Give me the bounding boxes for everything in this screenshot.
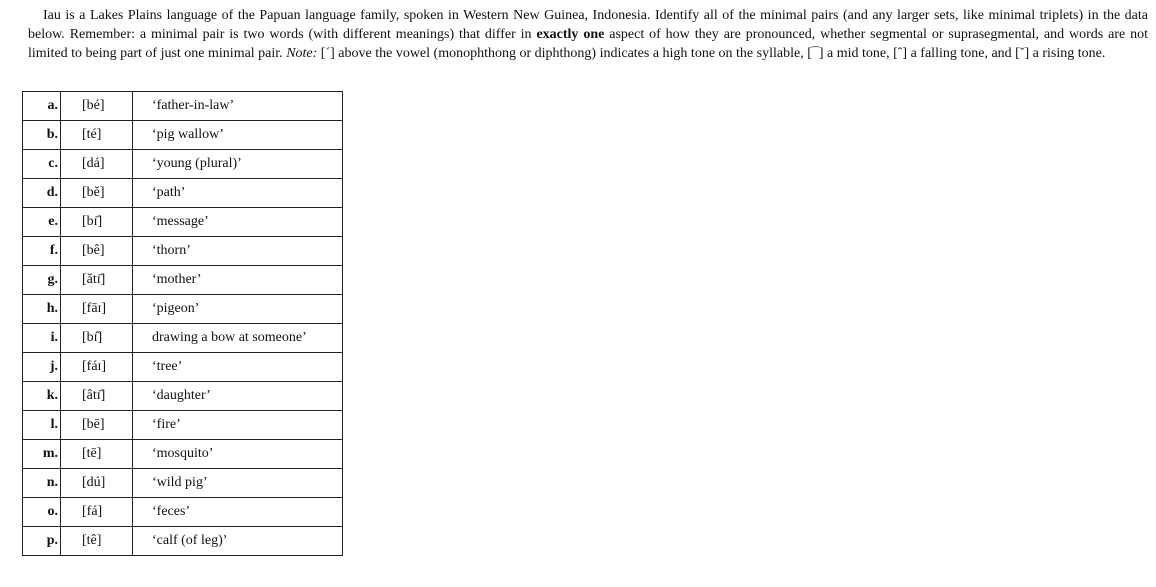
- table-row: [23, 411, 343, 440]
- data-table-body: [23, 92, 343, 556]
- table-row: [23, 382, 343, 411]
- row-letter: c.: [23, 150, 61, 179]
- row-gloss: ‘young (plural)’: [133, 150, 343, 179]
- table-row: [23, 92, 343, 121]
- table-row: [23, 295, 343, 324]
- row-gloss: ‘wild pig’: [133, 469, 343, 498]
- row-transcription: [fáɪ]: [61, 353, 133, 382]
- row-letter: o.: [23, 498, 61, 527]
- row-transcription: [tê]: [61, 527, 133, 556]
- row-gloss: ‘thorn’: [133, 237, 343, 266]
- row-letter: k.: [23, 382, 61, 411]
- row-transcription: [fāɪ]: [61, 295, 133, 324]
- row-gloss: ‘feces’: [133, 498, 343, 527]
- row-transcription: [bē]: [61, 411, 133, 440]
- row-transcription: [âtɪ̄]: [61, 382, 133, 411]
- row-gloss: ‘mother’: [133, 266, 343, 295]
- row-gloss: ‘pig wallow’: [133, 121, 343, 150]
- row-letter: p.: [23, 527, 61, 556]
- table-row: [23, 150, 343, 179]
- table-row: [23, 266, 343, 295]
- row-transcription: [bé]: [61, 92, 133, 121]
- table-row: [23, 469, 343, 498]
- instructions-paragraph: [28, 6, 1148, 63]
- row-letter: n.: [23, 469, 61, 498]
- row-letter: m.: [23, 440, 61, 469]
- data-table: [22, 91, 343, 556]
- row-letter: l.: [23, 411, 61, 440]
- table-row: [23, 498, 343, 527]
- instructions-text-1: Iau is a Lakes Plains language of the Papuan language family, spoken in Western New Guinea, Indonesia. Identify all of the minimal pairs (and any larger sets, like minimal triplets) in the data below. Remember: a minimal pair is two words (with different meanings) that differ in: [28, 8, 1148, 42]
- row-letter: e.: [23, 208, 61, 237]
- row-letter: f.: [23, 237, 61, 266]
- table-row: [23, 237, 343, 266]
- row-gloss: ‘message’: [133, 208, 343, 237]
- row-transcription: [bɪ̄]: [61, 208, 133, 237]
- table-row: [23, 527, 343, 556]
- row-transcription: [fá]: [61, 498, 133, 527]
- row-transcription: [tē]: [61, 440, 133, 469]
- row-letter: d.: [23, 179, 61, 208]
- row-transcription: [té]: [61, 121, 133, 150]
- table-row: [23, 353, 343, 382]
- table-row: [23, 179, 343, 208]
- row-letter: a.: [23, 92, 61, 121]
- row-gloss: ‘fire’: [133, 411, 343, 440]
- instructions-text-2: aspect of how they are pronounced, whether segmental or suprasegmental, and words are not limited to being part of just one minimal pair.: [28, 27, 1148, 61]
- row-transcription: [dú]: [61, 469, 133, 498]
- instructions-note-label: Note:: [286, 46, 318, 61]
- row-gloss: ‘daughter’: [133, 382, 343, 411]
- row-gloss: ‘mosquito’: [133, 440, 343, 469]
- row-transcription: [bê]: [61, 237, 133, 266]
- row-transcription: [bɪ̂]: [61, 324, 133, 353]
- row-letter: b.: [23, 121, 61, 150]
- row-gloss: ‘tree’: [133, 353, 343, 382]
- row-gloss: ‘path’: [133, 179, 343, 208]
- instructions-emphasis-bold: exactly one: [536, 27, 605, 42]
- row-transcription: [ǎtɪ̄]: [61, 266, 133, 295]
- row-gloss: ‘father-in-law’: [133, 92, 343, 121]
- row-gloss: drawing a bow at someone’: [133, 324, 343, 353]
- table-row: [23, 324, 343, 353]
- instructions-text-3: [´] above the vowel (monophthong or diphthong) indicates a high tone on the syllable, [¯] a mid tone, [ˆ] a falling tone, and [ˇ] a rising tone.: [317, 46, 1106, 61]
- row-letter: h.: [23, 295, 61, 324]
- table-row: [23, 440, 343, 469]
- row-letter: g.: [23, 266, 61, 295]
- row-transcription: [bě]: [61, 179, 133, 208]
- row-gloss: ‘pigeon’: [133, 295, 343, 324]
- table-row: [23, 121, 343, 150]
- row-gloss: ‘calf (of leg)’: [133, 527, 343, 556]
- table-row: [23, 208, 343, 237]
- row-letter: j.: [23, 353, 61, 382]
- row-letter: i.: [23, 324, 61, 353]
- row-transcription: [dá]: [61, 150, 133, 179]
